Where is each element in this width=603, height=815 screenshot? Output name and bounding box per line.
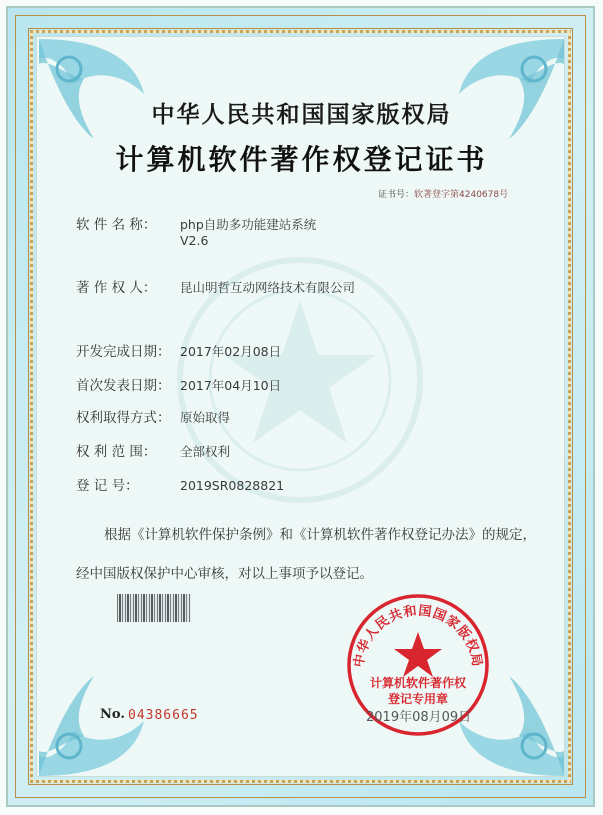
field-rights-scope — [76, 440, 230, 460]
field-label: 软 件 名 称： — [76, 217, 157, 233]
field-label: 著 作 权 人： — [76, 280, 157, 296]
field-value: 2017年02月08日 — [180, 344, 282, 359]
field-label: 登 记 号： — [76, 478, 139, 494]
field-registration-number — [76, 474, 284, 494]
certificate-number — [378, 187, 508, 200]
field-copyright-owner — [76, 276, 355, 296]
software-version: V2.6 — [180, 233, 209, 248]
field-value: 2017年04月10日 — [180, 378, 282, 393]
field-value: 2019SR0828821 — [180, 478, 285, 493]
certificate-number-value: 软著登字第4240678号 — [414, 190, 509, 200]
field-label: 权利取得方式： — [76, 410, 171, 426]
seal-line-1: 计算机软件著作权 — [369, 676, 466, 690]
field-acquisition-method — [76, 406, 230, 426]
field-value: 昆山明哲互动网络技术有限公司 — [180, 280, 356, 295]
field-label: 首次发表日期： — [76, 378, 171, 394]
field-software-name — [76, 213, 316, 233]
field-value: php自助多功能建站系统 — [180, 217, 317, 232]
seal-star-icon — [394, 632, 442, 677]
seal-line-2: 登记专用章 — [387, 692, 448, 706]
serial-number-label: No. — [100, 707, 125, 722]
registration-statement: 根据《计算机软件保护条例》和《计算机软件著作权登记办法》的规定，经中国版权保护中心审核，对以上事项予以登记。 — [76, 527, 536, 582]
field-completion-date — [76, 340, 281, 360]
issue-date: 2019年08月09日 — [366, 710, 472, 725]
certificate-title: 计算机软件著作权登记证书 — [115, 143, 488, 176]
authority-heading: 中华人民共和国国家版权局 — [151, 101, 452, 128]
field-label: 开发完成日期： — [76, 344, 171, 360]
field-publication-date — [76, 374, 281, 394]
field-label: 权 利 范 围： — [76, 444, 157, 460]
barcode — [117, 594, 191, 622]
field-value: 全部权利 — [180, 444, 231, 459]
serial-number-value: 04386665 — [128, 708, 199, 723]
field-value: 原始取得 — [180, 410, 231, 425]
certificate-number-label: 证书号： — [378, 190, 415, 200]
corner-ornament-bottom-left — [34, 671, 154, 781]
seal-ring-text: 中华人民共和国国家版权局 — [351, 603, 485, 669]
